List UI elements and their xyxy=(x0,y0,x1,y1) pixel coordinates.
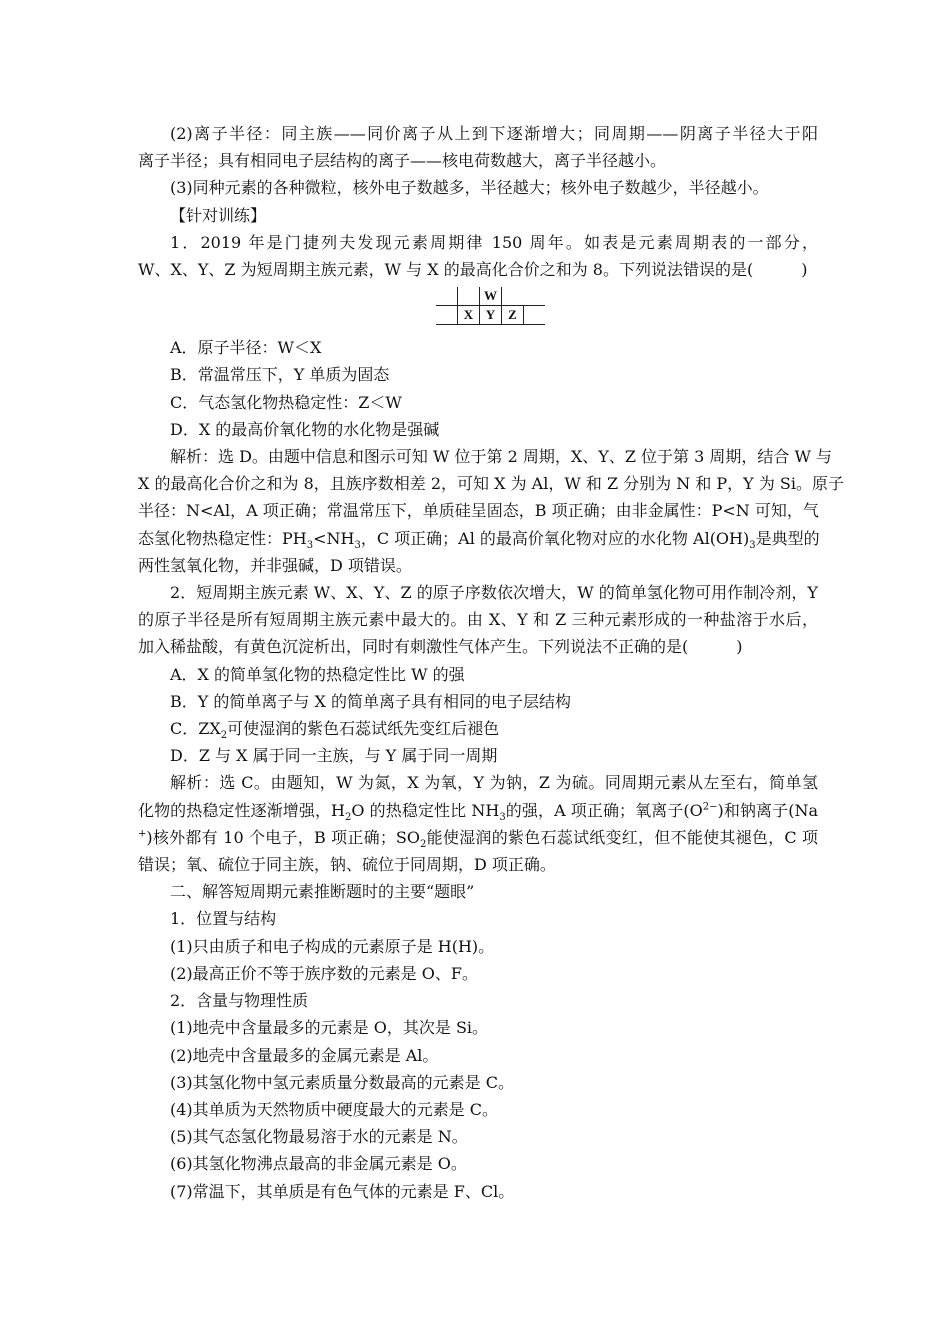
table-row xyxy=(436,287,545,306)
list-item: (5)其气态氢化物最易溶于水的元素是 N。 xyxy=(170,1127,468,1147)
q2-analysis-line-4: 错误；氧、硫位于同主族，钠、硫位于同周期，D 项正确。 xyxy=(138,855,556,875)
radius-point-3: (3)同种元素的各种微粒，核外电子数越多，半径越大；核外电子数越少，半径越小。 xyxy=(170,178,769,198)
list-item: (2)最高正价不等于族序数的元素是 O、F。 xyxy=(170,963,478,983)
q1-option-b: B．常温常压下，Y 单质为固态 xyxy=(170,365,390,385)
list-item: (1)只由质子和电子构成的元素原子是 H(H)。 xyxy=(170,936,495,956)
q2-analysis-line-3: +)核外都有 10 个电子，B 项正确；$SO_2$能使湿润的紫色石蕊试纸变红，但不能使其褪色，C 项 xyxy=(138,827,818,851)
q1-option-d: D．X 的最高价氧化物的水化物是强碱 xyxy=(170,419,440,439)
q1-analysis-line-3: 半径：N<Al，A 项正确；常温常压下，单质硅呈固态，B 项正确；由非金属性：P<N 可知，气 xyxy=(138,501,819,521)
q1-option-c: C．气态氢化物热稳定性：Z＜W xyxy=(170,392,402,412)
q2-option-c: C．$ZX_2$可使湿润的紫色石蕊试纸先变红后褪色 xyxy=(170,719,500,742)
q2-stem-line-1: 2．短周期主族元素 W、X、Y、Z 的原子序数依次增大，W 的简单氢化物可用作制冷剂，Y xyxy=(170,583,818,603)
q2-stem-line-3: 加入稀盐酸，有黄色沉淀析出，同时有刺激性气体产生。下列说法不正确的是( ) xyxy=(138,637,743,657)
page-content xyxy=(138,120,844,1205)
table-cell-w: W xyxy=(480,287,502,306)
q1-option-a: A．原子半径：W＜X xyxy=(170,338,322,358)
table-cell xyxy=(502,287,524,306)
periodic-table xyxy=(436,287,545,325)
q2-option-b: B．Y 的简单离子与 X 的简单离子具有相同的电子层结构 xyxy=(170,691,571,711)
q2-analysis-line-1: 解析：选 C。由题知，W 为氮，X 为氧，Y 为钠，Z 为硫。同周期元素从左至右，简单氢 xyxy=(170,773,818,793)
q2-analysis-line-2: 化物的热稳定性逐渐增强，$H_2O$ 的热稳定性比 $NH_3$的强，A 项正确；氧离子$(O^{2-})$和钠离子(Na xyxy=(138,800,818,823)
table-row xyxy=(436,306,545,325)
radius-point-2-line-1: (2)离子半径：同主族——同价离子从上到下逐渐增大；同周期——阴离子半径大于阳 xyxy=(170,124,818,143)
q1-analysis-line-2: X 的最高化合价之和为 8，且族序数相差 2，可知 X 为 Al，W 和 Z 分别为 N 和 P，Y 为 Si。原子 xyxy=(138,474,844,494)
list-item: (3)其氢化物中氢元素质量分数最高的元素是 C。 xyxy=(170,1072,514,1092)
q2-stem-line-2: 的原子半径是所有短周期主族元素中最大的。由 X、Y 和 Z 三种元素形成的一种盐溶于水后， xyxy=(138,610,818,630)
table-cell-y: Y xyxy=(480,306,502,325)
section2-heading: 二、解答短周期元素推断题时的主要“题眼” xyxy=(170,882,475,902)
radius-point-2-line-2: 离子半径；具有相同电子层结构的离子——核电荷数越大，离子半径越小。 xyxy=(138,151,667,171)
q2-option-a: A．X 的简单氢化物的热稳定性比 W 的强 xyxy=(170,664,465,684)
table-cell xyxy=(458,287,480,306)
q2-option-d: D．Z 与 X 属于同一主族，与 Y 属于同一周期 xyxy=(170,746,498,766)
q1-analysis-line-1: 解析：选 D。由题中信息和图示可知 W 位于第 2 周期，X、Y、Z 位于第 3 周期，结合 W 与 xyxy=(170,447,833,467)
table-cell xyxy=(524,306,546,325)
section2-subheading-2: 2．含量与物理性质 xyxy=(170,991,309,1011)
q1-stem-line-1: 1．2019 年是门捷列夫发现元素周期律 150 周年。如表是元素周期表的一部分， xyxy=(170,232,818,252)
list-item: (2)地壳中含量最多的金属元素是 Al。 xyxy=(170,1045,439,1065)
list-item: (4)其单质为天然物质中硬度最大的元素是 C。 xyxy=(170,1099,498,1119)
training-heading: 【针对训练】 xyxy=(170,205,267,225)
table-cell-x: X xyxy=(458,306,480,325)
q1-analysis-line-4: 态氢化物热稳定性：$PH_3<NH_3$，C 项正确；Al 的最高价氧化物对应的水化物 $Al(OH)_3$是典型的 xyxy=(138,528,820,551)
q1-analysis-line-5: 两性氢氧化物，并非强碱，D 项错误。 xyxy=(138,555,412,575)
section2-subheading-1: 1．位置与结构 xyxy=(170,909,277,929)
list-item: (7)常温下，其单质是有色气体的元素是 F、Cl。 xyxy=(170,1181,515,1201)
table-cell xyxy=(436,306,458,325)
list-item: (6)其氢化物沸点最高的非金属元素是 O。 xyxy=(170,1154,467,1174)
table-cell xyxy=(436,287,458,306)
q1-stem-line-2: W、X、Y、Z 为短周期主族元素，W 与 X 的最高化合价之和为 8。下列说法错误的是( ) xyxy=(138,260,808,280)
list-item: (1)地壳中含量最多的元素是 O，其次是 Si。 xyxy=(170,1018,489,1038)
periodic-table-fragment xyxy=(138,287,818,331)
table-cell-z: Z xyxy=(502,306,524,325)
